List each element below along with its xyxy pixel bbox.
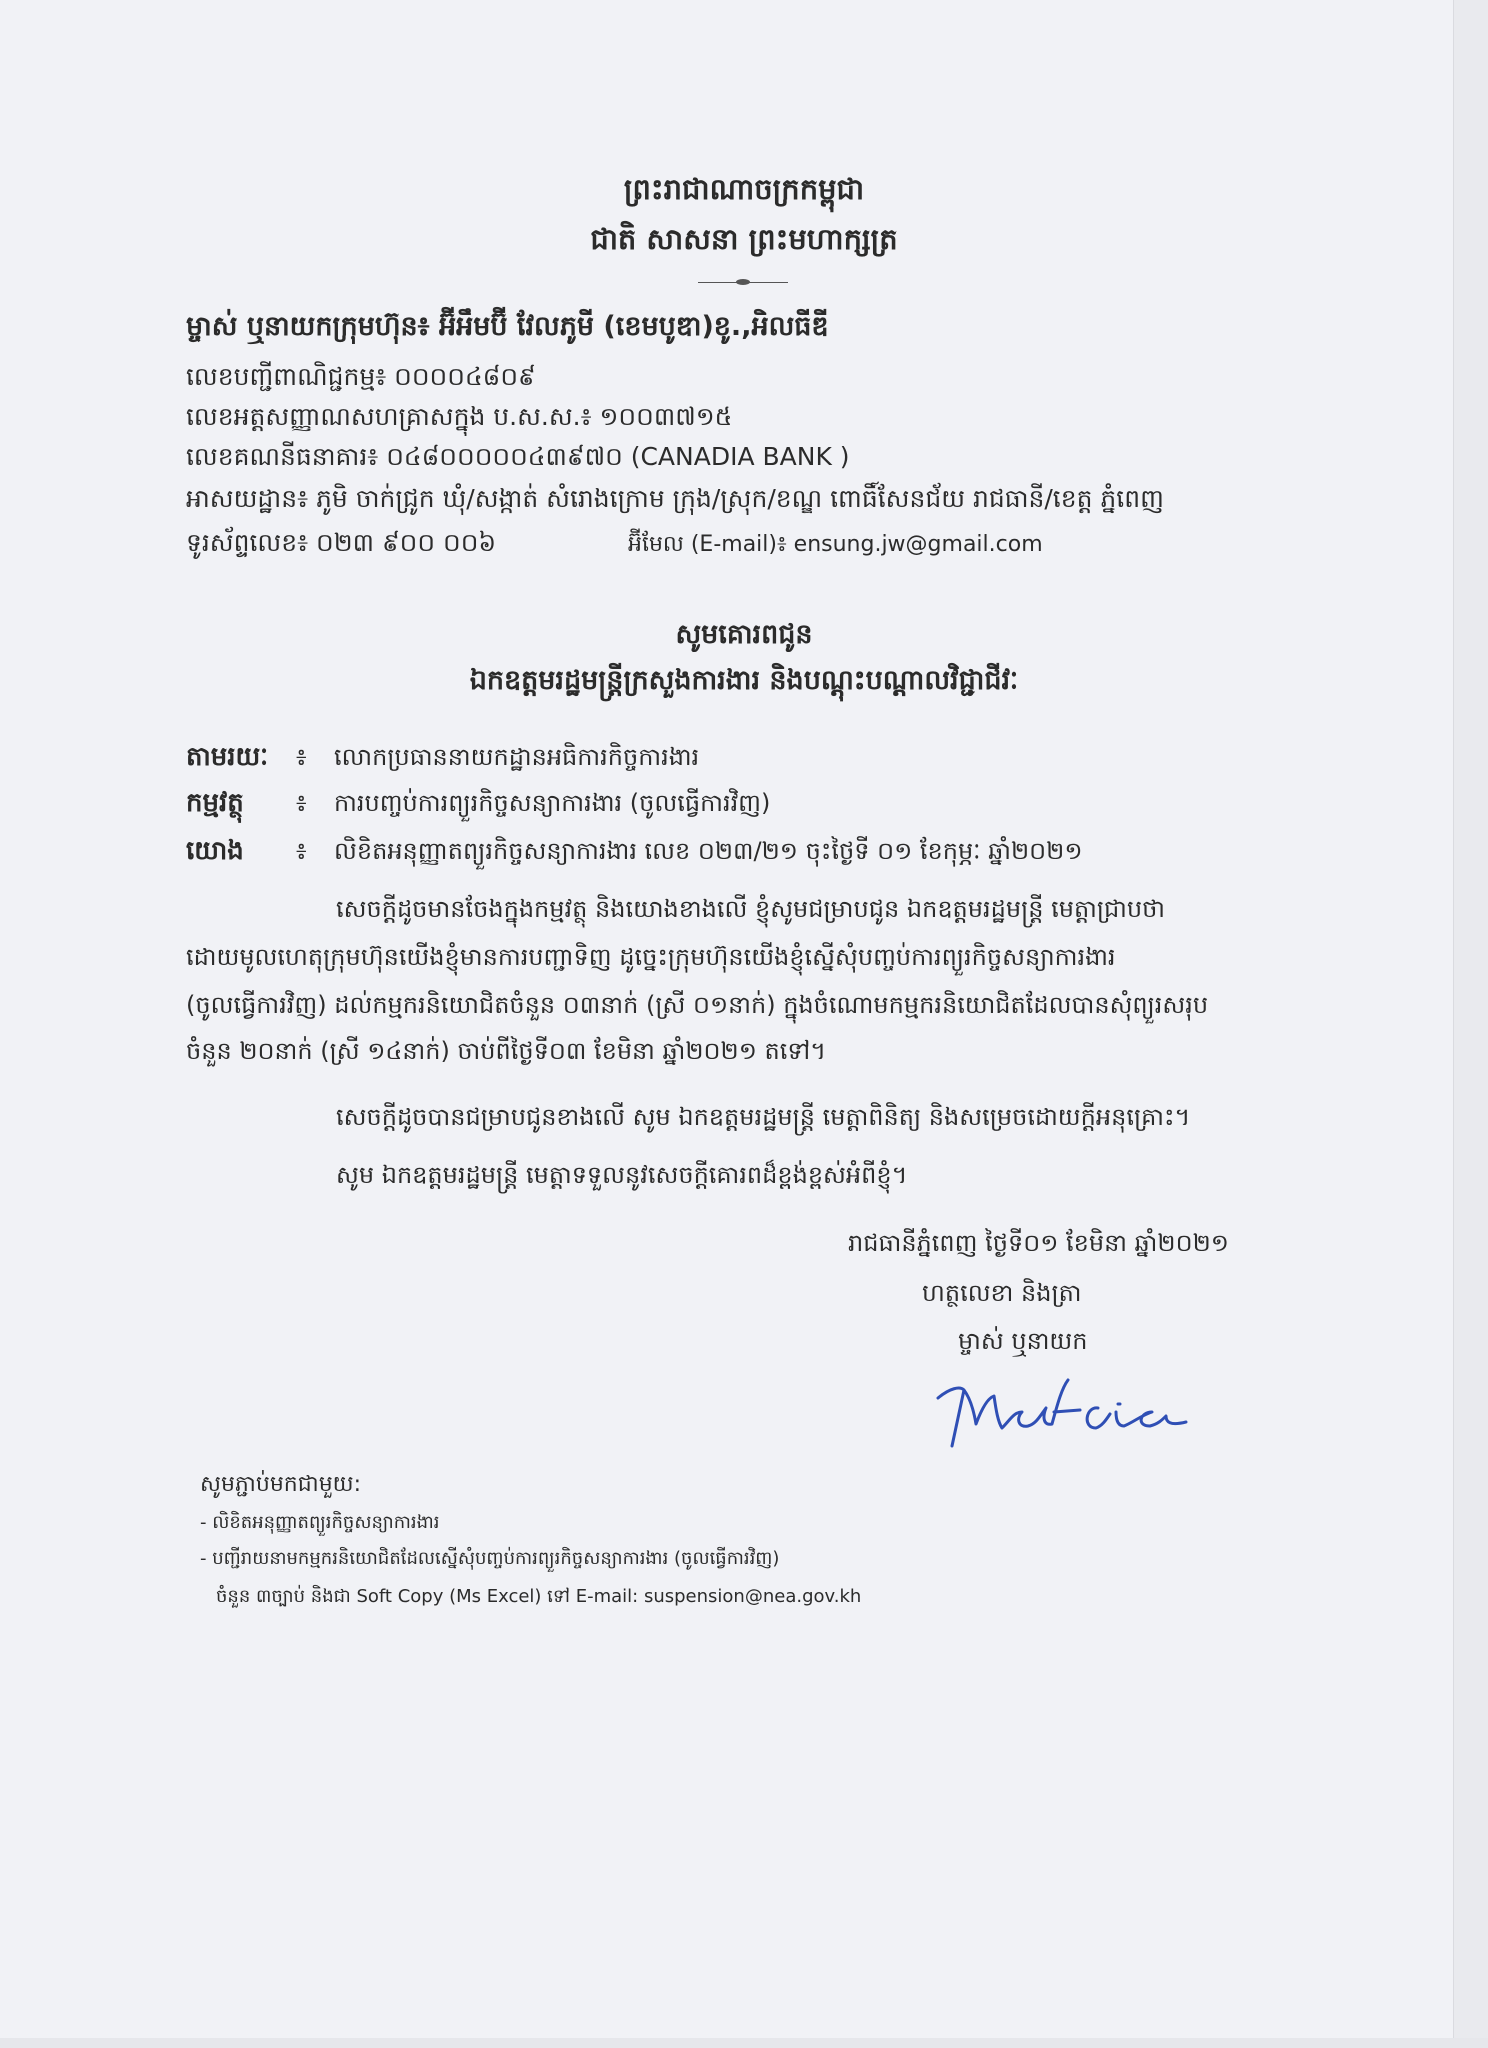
via-colon: ៖	[296, 743, 307, 771]
via-label: តាមរយៈ	[186, 742, 269, 772]
handwritten-signature	[930, 1368, 1200, 1458]
phone: ទូរស័ព្ទលេខ៖ ០២៣ ៩០០ ០០៦	[186, 528, 497, 557]
paper-bottom-edge	[0, 2038, 1488, 2048]
nssf-number: លេខអត្តសញ្ញាណសហគ្រាសក្នុង ប.ស.ស.៖ ១០០៣៧១៥	[186, 402, 733, 431]
body-paragraph-1-line-3: (ចូលធ្វើការវិញ) ដល់កម្មករនិយោជិតចំនួន ០៣នាក់ (ស្រី ០១នាក់) ក្នុងចំណោមកម្មករនិយោជិតដែលបានសុំព្យួរសរុប	[186, 991, 1209, 1019]
body-paragraph-2: សេចក្តីដូចបានជម្រាបជូនខាងលើ សូម ឯកឧត្តមរដ្ឋមន្ត្រី មេត្តាពិនិត្យ និងសម្រេចដោយក្តីអនុគ្រោះ។	[336, 1103, 1191, 1131]
registration-number: លេខបញ្ជីពាណិជ្ជកម្ម៖ ០០០០៤៨០៩	[186, 362, 536, 391]
reference-label: យោង	[186, 836, 244, 866]
attachment-item-2: - បញ្ជីរាយនាមកម្មករនិយោជិតដែលស្នើសុំបញ្ចប់ការព្យួរកិច្ចសន្យាការងារ (ចូលធ្វើការវិញ)	[200, 1548, 780, 1569]
body-paragraph-1-line-2: ដោយមូលហេតុក្រុមហ៊ុនយើងខ្ញុំមានការបញ្ជាទិញ ដូច្នេះក្រុមហ៊ុនយើងខ្ញុំស្នើសុំបញ្ចប់ការព្យួរកិច្ចសន្យាការងារ	[186, 943, 1116, 971]
attachments-title: សូមភ្ជាប់មកជាមួយ:	[200, 1472, 362, 1497]
motto-heading: ជាតិ សាសនា ព្រះមហាក្សត្រ	[590, 222, 898, 256]
recipient-salutation: សូមគោរពជូន	[675, 619, 813, 650]
subject-colon: ៖	[296, 789, 307, 817]
ornament-divider	[698, 282, 788, 283]
company-title: ម្ចាស់ ឬនាយកក្រុមហ៊ុន៖ អ៊ីអឹមប៊ី វែលភូមី (ខេមបូឌា)ខូ.,អិលធីឌី	[186, 311, 829, 342]
email: អ៊ីមែល (E-mail)៖ ensung.jw@gmail.com	[628, 532, 1043, 557]
reference-value: លិខិតអនុញ្ញាតព្យួរកិច្ចសន្យាការងារ លេខ ០២៣/២១ ចុះថ្ងៃទី ០១ ខែកុម្ភៈ ឆ្នាំ២០២១	[334, 837, 1083, 865]
via-value: លោកប្រធាននាយកដ្ឋានអធិការកិច្ចការងារ	[334, 743, 700, 771]
kingdom-heading: ព្រះរាជាណាចក្រកម្ពុជា	[623, 172, 865, 206]
subject-label: កម្មវត្ថុ	[186, 788, 244, 818]
bank-account: លេខគណនីធនាគារ៖ ០៤៨០០០០០៤៣៩៧០ (CANADIA BANK )	[186, 442, 850, 471]
attachment-item-1: - លិខិតអនុញ្ញាតព្យួរកិច្ចសន្យាការងារ	[200, 1512, 440, 1533]
place-date: រាជធានីភ្នំពេញ ថ្ងៃទី០១ ខែមិនា ឆ្នាំ២០២១	[848, 1229, 1229, 1257]
address: អាសយដ្ឋាន៖ ភូមិ ចាក់ជ្រូក ឃុំ/សង្កាត់ សំរោងក្រោម ក្រុង/ស្រុក/ខណ្ឌ ពោធិ៍សែនជ័យ រាជធានី/ខេត្ត ភ្នំពេញ	[186, 484, 1164, 513]
reference-colon: ៖	[296, 837, 307, 865]
recipient-title: ឯកឧត្តមរដ្ឋមន្ត្រីក្រសួងការងារ និងបណ្តុះបណ្តាលវិជ្ជាជីវៈ	[469, 665, 1019, 696]
attachment-item-2-continued: ចំនួន ៣ច្បាប់ និងជា Soft Copy (Ms Excel) ទៅ E-mail: suspension@nea.gov.kh	[216, 1586, 862, 1607]
body-paragraph-3: សូម ឯកឧត្តមរដ្ឋមន្ត្រី មេត្តាទទួលនូវសេចក្តីគោរពដ៏ខ្ពង់ខ្ពស់អំពីខ្ញុំ។	[336, 1161, 908, 1189]
signature-seal-label: ហត្ថលេខា និងត្រា	[922, 1279, 1082, 1307]
subject-value: ការបញ្ចប់ការព្យួរកិច្ចសន្យាការងារ (ចូលធ្វើការវិញ)	[334, 789, 771, 817]
body-paragraph-1-line-1: សេចក្តីដូចមានចែងក្នុងកម្មវត្ថុ និងយោងខាងលើ ខ្ញុំសូមជម្រាបជូន ឯកឧត្តមរដ្ឋមន្ត្រី មេត្តាជ្រាបថា	[336, 895, 1165, 923]
paper-right-edge	[1453, 0, 1488, 2048]
signatory-role: ម្ចាស់ ឬនាយក	[958, 1327, 1088, 1355]
body-paragraph-1-line-4: ចំនួន ២០នាក់ (ស្រី ១៤នាក់) ចាប់ពីថ្ងៃទី០៣ ខែមិនា ឆ្នាំ២០២១ តទៅ។	[186, 1037, 827, 1065]
